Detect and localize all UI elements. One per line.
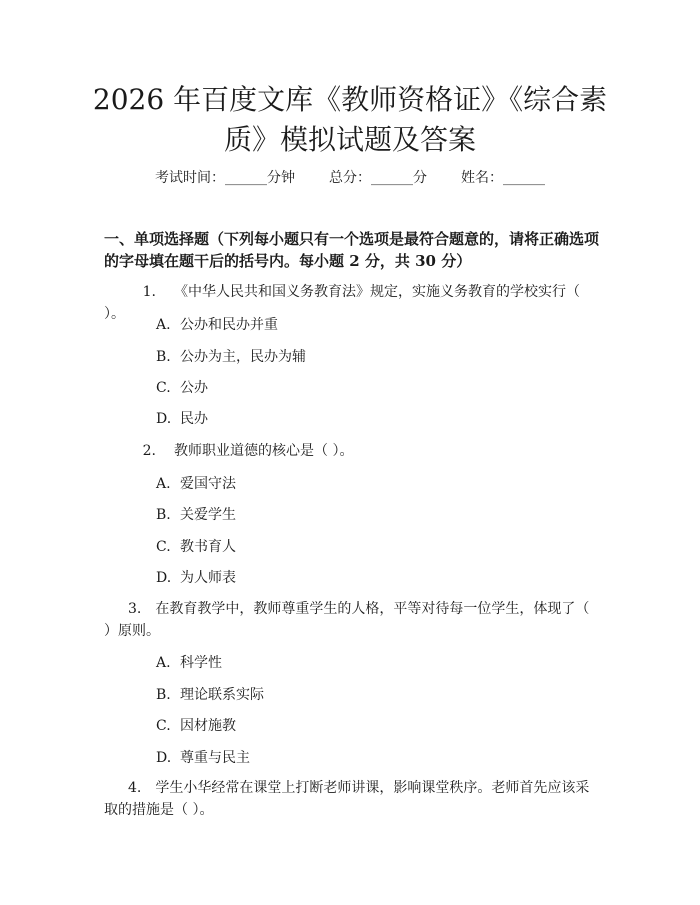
question-number: 3.: [128, 601, 142, 617]
question-number: 1.: [142, 284, 156, 300]
question-3-option-d: [156, 748, 596, 768]
question-text: 学生小华经常在课堂上打断老师讲课，影响课堂秩序。老师首先应该采取的措施是（ ）。: [104, 780, 590, 818]
question-3-option-a: [156, 653, 596, 673]
option-text: 公办: [180, 380, 208, 396]
question-2-option-b: [156, 505, 596, 525]
question-text: 在教育教学中，教师尊重学生的人格，平等对待每一位学生，体现了（ ）原则。: [104, 601, 590, 639]
option-text: 关爱学生: [180, 507, 236, 523]
question-text: 《中华人民共和国义务教育法》规定，实施义务教育的学校实行（ ）。: [104, 284, 580, 322]
option-text: 尊重与民主: [180, 750, 250, 766]
option-label: B.: [156, 687, 171, 703]
question-1-option-d: [156, 409, 596, 429]
option-text: 教书育人: [180, 539, 236, 555]
option-text: 民办: [180, 411, 208, 427]
question-1-option-c: [156, 378, 596, 398]
question-number: 2.: [142, 443, 156, 459]
title-line-1: 2026 年百度文库《教师资格证》《综合素: [92, 83, 608, 116]
question-3-option-b: [156, 685, 596, 705]
question-3: [104, 598, 600, 642]
option-label: D.: [156, 570, 172, 586]
option-label: C.: [156, 718, 171, 734]
option-label: C.: [156, 380, 171, 396]
question-1-option-a: [156, 315, 596, 335]
option-label: B.: [156, 507, 171, 523]
question-2-option-a: [156, 474, 596, 494]
option-text: 公办为主，民办为辅: [180, 349, 306, 365]
option-text: 为人师表: [180, 570, 236, 586]
document-title: [60, 80, 640, 160]
option-label: C.: [156, 539, 171, 555]
question-3-option-c: [156, 716, 596, 736]
option-label: B.: [156, 349, 171, 365]
question-2: [104, 440, 600, 462]
option-label: D.: [156, 750, 172, 766]
question-4: [104, 777, 600, 821]
option-label: A.: [156, 476, 171, 492]
option-label: A.: [156, 655, 171, 671]
exam-meta: [0, 168, 700, 188]
option-text: 公办和民办并重: [180, 317, 278, 333]
section-heading: 一、单项选择题（下列每小题只有一个选项是最符合题意的，请将正确选项的字母填在题干后的括号内。每小题 2 分，共 30 分）: [104, 230, 600, 270]
question-1-option-b: [156, 347, 596, 367]
option-label: D.: [156, 411, 172, 427]
question-2-option-d: [156, 568, 596, 588]
question-2-option-c: [156, 537, 596, 557]
option-text: 理论联系实际: [180, 687, 264, 703]
option-text: 因材施教: [180, 718, 236, 734]
question-number: 4.: [128, 780, 142, 796]
option-label: A.: [156, 317, 171, 333]
question-text: 教师职业道德的核心是（ ）。: [174, 443, 354, 459]
total-score-field: 总分：______分: [329, 170, 427, 186]
exam-time-field: 考试时间：______分钟: [155, 170, 295, 186]
name-field: 姓名：______: [461, 170, 545, 186]
option-text: 爱国守法: [180, 476, 236, 492]
option-text: 科学性: [180, 655, 222, 671]
title-line-2: 质》模拟试题及答案: [223, 123, 476, 156]
